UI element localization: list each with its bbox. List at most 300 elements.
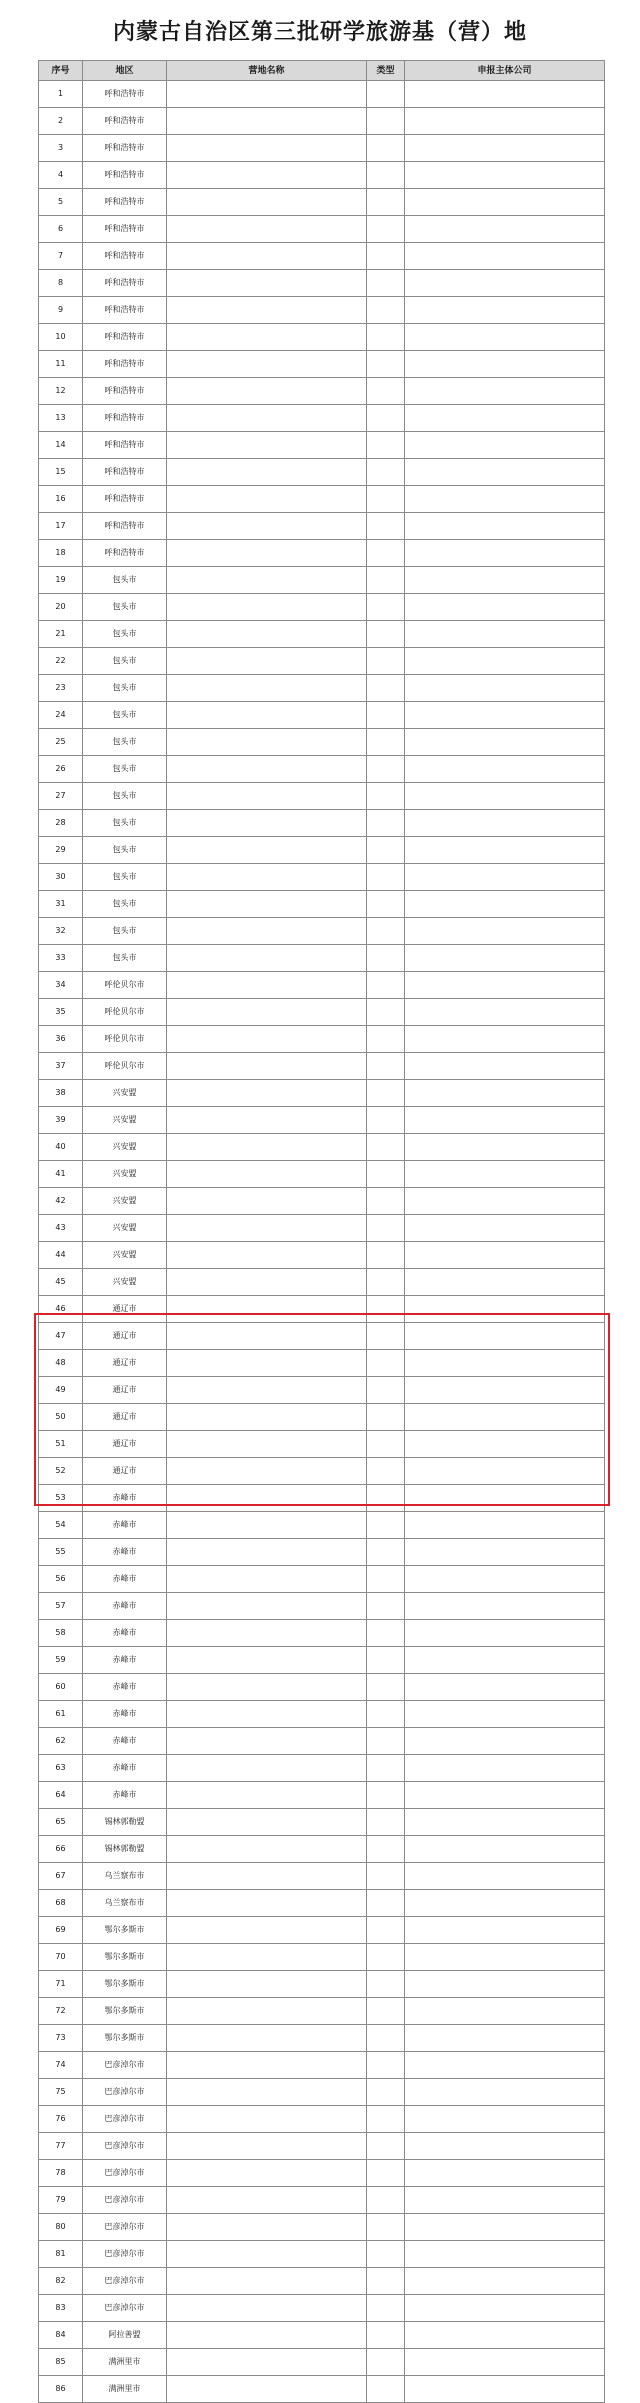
cell-no: 33: [39, 945, 83, 972]
cell-name: [167, 1350, 367, 1377]
cell-region: 呼和浩特市: [83, 216, 167, 243]
cell-name: [167, 432, 367, 459]
cell-no: 83: [39, 2295, 83, 2322]
cell-type: [367, 945, 405, 972]
table-row: [39, 1944, 605, 1971]
cell-region: 呼和浩特市: [83, 108, 167, 135]
cell-no: 32: [39, 918, 83, 945]
cell-name: [167, 729, 367, 756]
cell-name: [167, 1809, 367, 1836]
cell-name: [167, 972, 367, 999]
cell-type: [367, 594, 405, 621]
cell-type: [367, 2349, 405, 2376]
cell-no: 16: [39, 486, 83, 513]
cell-org: [405, 864, 605, 891]
cell-region: 赤峰市: [83, 1485, 167, 1512]
cell-no: 29: [39, 837, 83, 864]
cell-org: [405, 2268, 605, 2295]
table-row: [39, 1728, 605, 1755]
cell-no: 19: [39, 567, 83, 594]
cell-org: [405, 1458, 605, 1485]
cell-region: 呼和浩特市: [83, 540, 167, 567]
table-row: [39, 675, 605, 702]
cell-no: 28: [39, 810, 83, 837]
cell-type: [367, 351, 405, 378]
cell-name: [167, 810, 367, 837]
cell-region: 鄂尔多斯市: [83, 1998, 167, 2025]
cell-no: 26: [39, 756, 83, 783]
cell-name: [167, 513, 367, 540]
cell-name: [167, 2079, 367, 2106]
table-row: [39, 2241, 605, 2268]
cell-no: 22: [39, 648, 83, 675]
cell-region: 赤峰市: [83, 1647, 167, 1674]
table-row: [39, 972, 605, 999]
table-row: [39, 1323, 605, 1350]
cell-name: [167, 1863, 367, 1890]
cell-org: [405, 1134, 605, 1161]
cell-no: 12: [39, 378, 83, 405]
cell-name: [167, 891, 367, 918]
cell-no: 85: [39, 2349, 83, 2376]
cell-type: [367, 702, 405, 729]
cell-region: 赤峰市: [83, 1566, 167, 1593]
cell-no: 30: [39, 864, 83, 891]
cell-no: 63: [39, 1755, 83, 1782]
cell-region: 包头市: [83, 675, 167, 702]
cell-region: 乌兰察布市: [83, 1863, 167, 1890]
table-row: [39, 702, 605, 729]
cell-type: [367, 2268, 405, 2295]
cell-type: [367, 2079, 405, 2106]
cell-region: 呼伦贝尔市: [83, 1053, 167, 1080]
cell-region: 兴安盟: [83, 1107, 167, 1134]
table-row: [39, 1836, 605, 1863]
cell-org: [405, 891, 605, 918]
cell-type: [367, 1404, 405, 1431]
table-row: [39, 1215, 605, 1242]
table-row: [39, 945, 605, 972]
table-row: [39, 1269, 605, 1296]
cell-name: [167, 1647, 367, 1674]
cell-name: [167, 1134, 367, 1161]
cell-region: 呼和浩特市: [83, 162, 167, 189]
table-row: [39, 1485, 605, 1512]
cell-type: [367, 837, 405, 864]
cell-type: [367, 918, 405, 945]
cell-org: [405, 1512, 605, 1539]
cell-org: [405, 1917, 605, 1944]
table-row: [39, 621, 605, 648]
cell-org: [405, 270, 605, 297]
cell-no: 58: [39, 1620, 83, 1647]
cell-org: [405, 1890, 605, 1917]
cell-name: [167, 864, 367, 891]
cell-no: 24: [39, 702, 83, 729]
header-region: 地区: [83, 61, 167, 81]
cell-no: 5: [39, 189, 83, 216]
table-row: [39, 2133, 605, 2160]
cell-org: [405, 1053, 605, 1080]
cell-org: [405, 2241, 605, 2268]
cell-region: 巴彦淖尔市: [83, 2295, 167, 2322]
cell-name: [167, 648, 367, 675]
cell-region: 兴安盟: [83, 1080, 167, 1107]
cell-name: [167, 1512, 367, 1539]
cell-name: [167, 1161, 367, 1188]
cell-type: [367, 1701, 405, 1728]
cell-name: [167, 783, 367, 810]
cell-no: 79: [39, 2187, 83, 2214]
cell-region: 鄂尔多斯市: [83, 1917, 167, 1944]
table-row: [39, 1107, 605, 1134]
cell-name: [167, 1674, 367, 1701]
cell-region: 包头市: [83, 702, 167, 729]
cell-no: 17: [39, 513, 83, 540]
cell-region: 满洲里市: [83, 2376, 167, 2403]
cell-type: [367, 1674, 405, 1701]
cell-no: 56: [39, 1566, 83, 1593]
table-row: [39, 837, 605, 864]
cell-no: 15: [39, 459, 83, 486]
table-row: [39, 540, 605, 567]
cell-region: 呼伦贝尔市: [83, 1026, 167, 1053]
cell-org: [405, 1863, 605, 1890]
cell-org: [405, 1296, 605, 1323]
cell-region: 赤峰市: [83, 1701, 167, 1728]
cell-type: [367, 486, 405, 513]
cell-name: [167, 675, 367, 702]
cell-region: 呼和浩特市: [83, 459, 167, 486]
cell-no: 64: [39, 1782, 83, 1809]
cell-type: [367, 1512, 405, 1539]
cell-org: [405, 729, 605, 756]
cell-type: [367, 1998, 405, 2025]
base-list-table-wrap: [38, 60, 604, 2403]
cell-type: [367, 621, 405, 648]
table-row: [39, 1242, 605, 1269]
cell-no: 80: [39, 2214, 83, 2241]
cell-org: [405, 2133, 605, 2160]
cell-type: [367, 1188, 405, 1215]
cell-type: [367, 405, 405, 432]
table-row: [39, 513, 605, 540]
cell-no: 27: [39, 783, 83, 810]
cell-name: [167, 1917, 367, 1944]
cell-org: [405, 432, 605, 459]
cell-name: [167, 1323, 367, 1350]
cell-region: 兴安盟: [83, 1242, 167, 1269]
table-row: [39, 2295, 605, 2322]
table-row: [39, 2079, 605, 2106]
cell-name: [167, 1566, 367, 1593]
cell-name: [167, 1971, 367, 1998]
cell-name: [167, 702, 367, 729]
cell-org: [405, 540, 605, 567]
cell-type: [367, 324, 405, 351]
table-row: [39, 108, 605, 135]
cell-no: 69: [39, 1917, 83, 1944]
table-row: [39, 918, 605, 945]
cell-type: [367, 216, 405, 243]
cell-name: [167, 270, 367, 297]
cell-org: [405, 2187, 605, 2214]
cell-type: [367, 2241, 405, 2268]
cell-name: [167, 1593, 367, 1620]
cell-type: [367, 1431, 405, 1458]
cell-region: 包头市: [83, 594, 167, 621]
cell-type: [367, 1566, 405, 1593]
cell-org: [405, 2322, 605, 2349]
cell-region: 呼和浩特市: [83, 432, 167, 459]
cell-region: 呼和浩特市: [83, 405, 167, 432]
header-type: 类型: [367, 61, 405, 81]
cell-name: [167, 81, 367, 108]
cell-org: [405, 1323, 605, 1350]
cell-name: [167, 324, 367, 351]
cell-type: [367, 1620, 405, 1647]
cell-type: [367, 891, 405, 918]
cell-org: [405, 1080, 605, 1107]
cell-no: 71: [39, 1971, 83, 1998]
cell-name: [167, 243, 367, 270]
cell-no: 40: [39, 1134, 83, 1161]
table-row: [39, 1674, 605, 1701]
cell-no: 45: [39, 1269, 83, 1296]
cell-org: [405, 1674, 605, 1701]
cell-name: [167, 918, 367, 945]
table-row: [39, 81, 605, 108]
cell-region: 赤峰市: [83, 1782, 167, 1809]
cell-region: 巴彦淖尔市: [83, 2106, 167, 2133]
cell-region: 呼和浩特市: [83, 243, 167, 270]
cell-region: 呼伦贝尔市: [83, 999, 167, 1026]
table-row: [39, 1620, 605, 1647]
table-row: [39, 810, 605, 837]
cell-org: [405, 243, 605, 270]
cell-region: 包头市: [83, 837, 167, 864]
cell-org: [405, 1755, 605, 1782]
cell-org: [405, 1188, 605, 1215]
cell-org: [405, 756, 605, 783]
cell-type: [367, 540, 405, 567]
table-row: [39, 2268, 605, 2295]
cell-org: [405, 1620, 605, 1647]
cell-region: 包头市: [83, 864, 167, 891]
table-row: [39, 648, 605, 675]
cell-region: 兴安盟: [83, 1269, 167, 1296]
table-row: [39, 729, 605, 756]
cell-name: [167, 567, 367, 594]
cell-name: [167, 1782, 367, 1809]
cell-region: 包头市: [83, 756, 167, 783]
table-row: [39, 1350, 605, 1377]
cell-org: [405, 594, 605, 621]
cell-no: 6: [39, 216, 83, 243]
cell-name: [167, 351, 367, 378]
header-name: 营地名称: [167, 61, 367, 81]
cell-name: [167, 2106, 367, 2133]
cell-no: 54: [39, 1512, 83, 1539]
cell-no: 84: [39, 2322, 83, 2349]
cell-no: 48: [39, 1350, 83, 1377]
cell-name: [167, 135, 367, 162]
cell-type: [367, 567, 405, 594]
cell-region: 赤峰市: [83, 1620, 167, 1647]
cell-no: 72: [39, 1998, 83, 2025]
cell-org: [405, 675, 605, 702]
cell-org: [405, 1701, 605, 1728]
cell-name: [167, 2349, 367, 2376]
cell-type: [367, 270, 405, 297]
cell-type: [367, 1134, 405, 1161]
cell-no: 47: [39, 1323, 83, 1350]
cell-no: 34: [39, 972, 83, 999]
cell-name: [167, 1215, 367, 1242]
table-row: [39, 1053, 605, 1080]
cell-org: [405, 162, 605, 189]
cell-org: [405, 297, 605, 324]
base-list-table: [38, 60, 605, 2403]
cell-name: [167, 1836, 367, 1863]
cell-no: 8: [39, 270, 83, 297]
cell-no: 57: [39, 1593, 83, 1620]
cell-type: [367, 2160, 405, 2187]
cell-name: [167, 1026, 367, 1053]
table-body: [39, 81, 605, 2403]
cell-name: [167, 999, 367, 1026]
cell-region: 巴彦淖尔市: [83, 2187, 167, 2214]
cell-type: [367, 1026, 405, 1053]
cell-name: [167, 378, 367, 405]
cell-name: [167, 1053, 367, 1080]
cell-org: [405, 1107, 605, 1134]
cell-org: [405, 2106, 605, 2133]
cell-no: 66: [39, 1836, 83, 1863]
cell-name: [167, 297, 367, 324]
cell-type: [367, 1890, 405, 1917]
table-row: [39, 756, 605, 783]
cell-name: [167, 621, 367, 648]
cell-no: 78: [39, 2160, 83, 2187]
cell-region: 包头市: [83, 783, 167, 810]
cell-org: [405, 108, 605, 135]
table-row: [39, 1458, 605, 1485]
cell-org: [405, 1350, 605, 1377]
cell-org: [405, 1215, 605, 1242]
table-row: [39, 1917, 605, 1944]
cell-type: [367, 1944, 405, 1971]
cell-region: 呼和浩特市: [83, 351, 167, 378]
cell-region: 呼和浩特市: [83, 378, 167, 405]
cell-no: 38: [39, 1080, 83, 1107]
table-row: [39, 351, 605, 378]
cell-type: [367, 2295, 405, 2322]
table-row: [39, 2349, 605, 2376]
cell-no: 31: [39, 891, 83, 918]
table-row: [39, 486, 605, 513]
table-row: [39, 432, 605, 459]
cell-no: 43: [39, 1215, 83, 1242]
table-row: [39, 1755, 605, 1782]
table-row: [39, 378, 605, 405]
cell-region: 巴彦淖尔市: [83, 2268, 167, 2295]
cell-region: 兴安盟: [83, 1161, 167, 1188]
cell-org: [405, 1242, 605, 1269]
cell-no: 3: [39, 135, 83, 162]
cell-type: [367, 513, 405, 540]
table-row: [39, 567, 605, 594]
cell-type: [367, 2133, 405, 2160]
cell-region: 赤峰市: [83, 1674, 167, 1701]
cell-name: [167, 1728, 367, 1755]
cell-type: [367, 756, 405, 783]
cell-name: [167, 2268, 367, 2295]
table-row: [39, 2376, 605, 2403]
table-row: [39, 1701, 605, 1728]
cell-region: 通辽市: [83, 1431, 167, 1458]
table-row: [39, 2160, 605, 2187]
table-row: [39, 783, 605, 810]
cell-type: [367, 810, 405, 837]
cell-no: 1: [39, 81, 83, 108]
cell-name: [167, 405, 367, 432]
cell-org: [405, 1377, 605, 1404]
cell-type: [367, 864, 405, 891]
cell-region: 呼和浩特市: [83, 513, 167, 540]
cell-type: [367, 1458, 405, 1485]
cell-region: 锡林郭勒盟: [83, 1809, 167, 1836]
cell-org: [405, 918, 605, 945]
table-row: [39, 1539, 605, 1566]
cell-no: 65: [39, 1809, 83, 1836]
cell-name: [167, 459, 367, 486]
cell-region: 包头市: [83, 891, 167, 918]
cell-name: [167, 1755, 367, 1782]
cell-no: 25: [39, 729, 83, 756]
cell-org: [405, 378, 605, 405]
cell-type: [367, 729, 405, 756]
cell-org: [405, 324, 605, 351]
table-row: [39, 1998, 605, 2025]
cell-region: 通辽市: [83, 1350, 167, 1377]
cell-region: 通辽市: [83, 1404, 167, 1431]
table-row: [39, 1080, 605, 1107]
cell-org: [405, 1269, 605, 1296]
cell-org: [405, 459, 605, 486]
table-row: [39, 1971, 605, 1998]
page-title: 内蒙古自治区第三批研学旅游基（营）地: [112, 19, 527, 45]
table-row: [39, 2322, 605, 2349]
cell-type: [367, 2187, 405, 2214]
cell-type: [367, 189, 405, 216]
cell-no: 82: [39, 2268, 83, 2295]
cell-org: [405, 2376, 605, 2403]
cell-region: 通辽市: [83, 1377, 167, 1404]
table-row: [39, 1890, 605, 1917]
cell-type: [367, 135, 405, 162]
cell-org: [405, 1782, 605, 1809]
cell-region: 鄂尔多斯市: [83, 1944, 167, 1971]
header-no: 序号: [39, 61, 83, 81]
cell-type: [367, 1917, 405, 1944]
cell-region: 呼和浩特市: [83, 270, 167, 297]
table-row: [39, 270, 605, 297]
cell-name: [167, 540, 367, 567]
cell-no: 61: [39, 1701, 83, 1728]
table-row: [39, 216, 605, 243]
table-row: [39, 1026, 605, 1053]
